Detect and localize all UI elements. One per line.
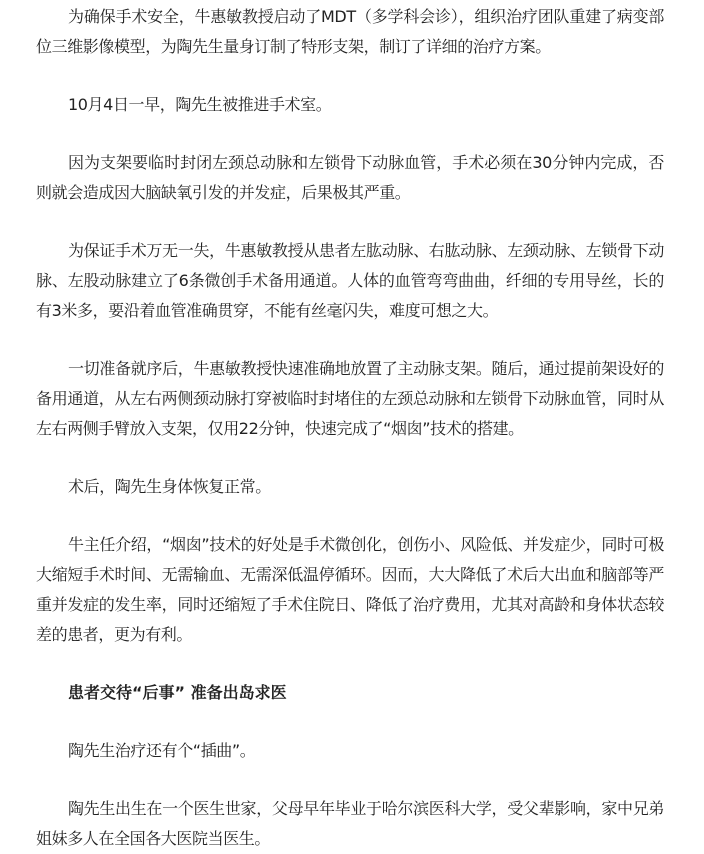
paragraph-chimney-benefits: 牛主任介绍，“烟囱”技术的好处是手术微创化，创伤小、风险低、并发症少，同时可极大缩短手术时间、无需输血、无需深低温停循环。因而，大大降低了术后大出血和脑部等严重并发症的发生率，同时还缩短了手术住院日、降低了治疗费用，尤其对高龄和身体状态较差的患者，更为有利。 <box>36 535 664 644</box>
paragraph-backup-channels: 为保证手术万无一失，牛惠敏教授从患者左肱动脉、右肱动脉、左颈动脉、左锁骨下动脉、左股动脉建立了6条微创手术备用通道。人体的血管弯弯曲曲，纤细的专用导丝，长的有3米多，要沿着血管准确贯穿，不能有丝毫闪失，难度可想之大。 <box>36 241 664 320</box>
paragraph-recovery: 术后，陶先生身体恢复正常。 <box>68 477 271 496</box>
article-body <box>0 2 704 848</box>
paragraph-surgery-day: 10月4日一早，陶先生被推进手术室。 <box>68 95 332 114</box>
paragraph-stent-placement: 一切准备就序后，牛惠敏教授快速准确地放置了主动脉支架。随后，通过提前架设好的备用通道，从左右两侧颈动脉打穿被临时封堵住的左颈总动脉和左锁骨下动脉血管，同时从左右两侧手臂放入支架，仅用22分钟，快速完成了“烟囱”技术的搭建。 <box>36 359 664 438</box>
section-subheading: 患者交待“后事” 准备出岛求医 <box>68 683 287 702</box>
paragraph-family-background: 陶先生出生在一个医生世家，父母早年毕业于哈尔滨医科大学，受父辈影响，家中兄弟姐妹多人在全国各大医院当医生。 <box>36 799 664 848</box>
paragraph-episode: 陶先生治疗还有个“插曲”。 <box>68 741 256 760</box>
paragraph-mdt-consultation: 为确保手术安全，牛惠敏教授启动了MDT（多学科会诊），组织治疗团队重建了病变部位三维影像模型，为陶先生量身订制了特形支架，制订了详细的治疗方案。 <box>36 7 664 56</box>
paragraph-time-limit: 因为支架要临时封闭左颈总动脉和左锁骨下动脉血管，手术必须在30分钟内完成，否则就会造成因大脑缺氧引发的并发症，后果极其严重。 <box>36 153 664 202</box>
